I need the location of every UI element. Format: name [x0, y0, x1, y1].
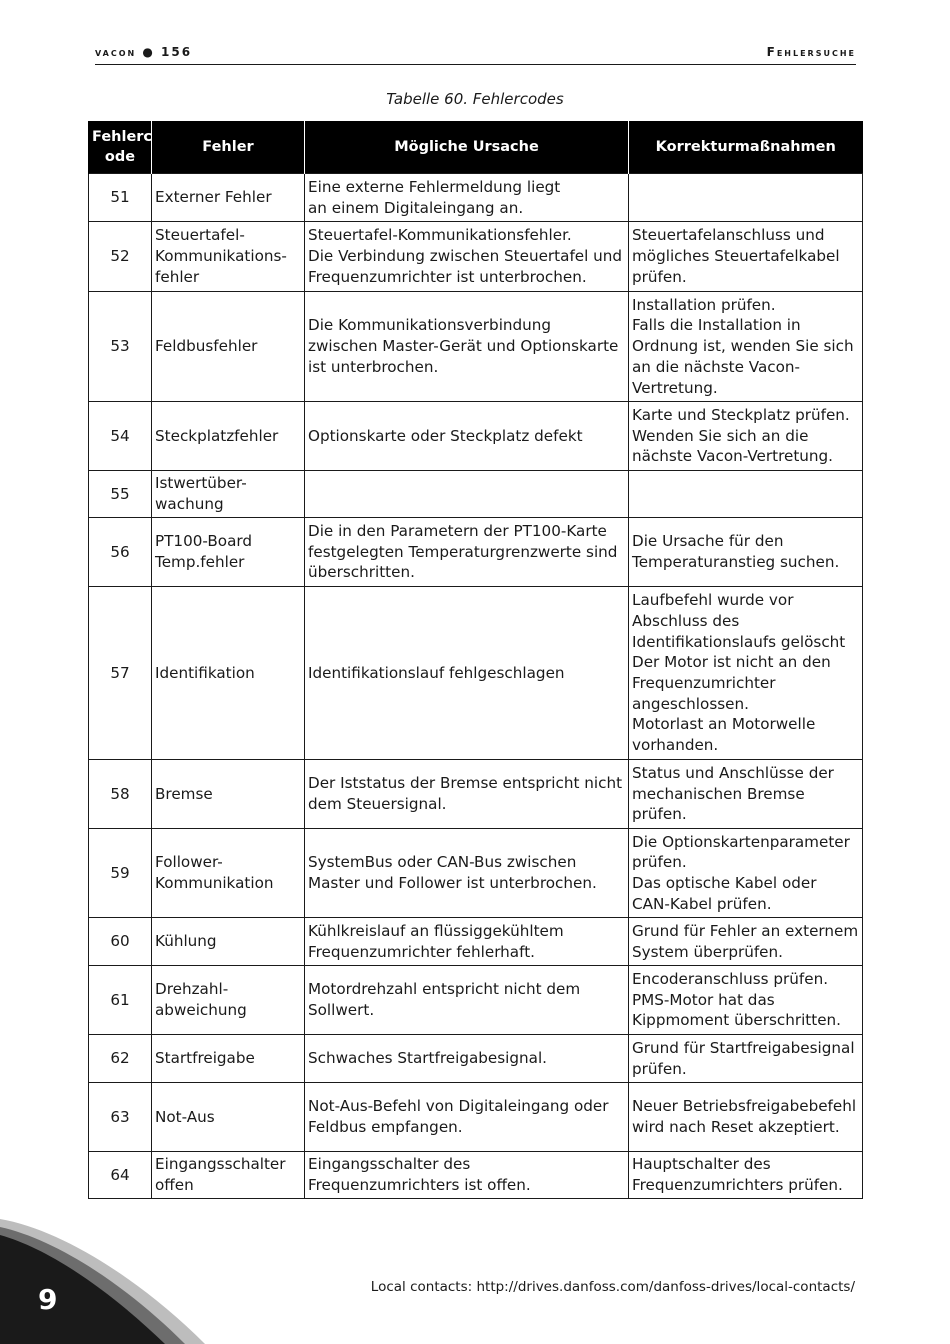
cell-code: 51: [89, 174, 152, 222]
cell-cause: Eine externe Fehlermeldung liegt an einem Digitaleingang an.: [305, 174, 629, 222]
cell-code: 54: [89, 402, 152, 471]
column-header-code: [89, 121, 152, 174]
cell-code: 55: [89, 471, 152, 518]
cell-code: 64: [89, 1152, 152, 1199]
table-row: [89, 829, 863, 918]
cell-fault: PT100-Board Temp.fehler: [152, 518, 305, 587]
cell-code: 60: [89, 918, 152, 966]
cell-fault: Istwertüber- wachung: [152, 471, 305, 518]
cell-code: 62: [89, 1035, 152, 1083]
cell-fault: Startfreigabe: [152, 1035, 305, 1083]
cell-code: 58: [89, 760, 152, 829]
cell-code: 59: [89, 829, 152, 918]
table-row: [89, 760, 863, 829]
corner-swoosh-graphic: [0, 1219, 210, 1344]
cell-fix: Installation prüfen. Falls die Installation in Ordnung ist, wenden Sie sich an die nächste Vacon-Vertretung.: [629, 292, 863, 402]
table-row: [89, 471, 863, 518]
table-row: [89, 587, 863, 760]
cell-fault: Follower- Kommunikation: [152, 829, 305, 918]
cell-cause: Optionskarte oder Steckplatz defekt: [305, 402, 629, 471]
cell-fix: Steuertafelanschluss und mögliches Steuertafelkabel prüfen.: [629, 222, 863, 292]
cell-cause: Eingangsschalter des Frequenzumrichters ist offen.: [305, 1152, 629, 1199]
footer-local-contacts: Local contacts: http://drives.danfoss.com/danfoss-drives/local-contacts/: [370, 1279, 855, 1295]
table-row: [89, 518, 863, 587]
cell-code: 57: [89, 587, 152, 760]
header-brand-page: vacon ● 156: [95, 45, 193, 59]
table-row: [89, 966, 863, 1035]
table-row: [89, 292, 863, 402]
cell-fault: Bremse: [152, 760, 305, 829]
table-header-row: [89, 121, 863, 174]
cell-cause: Kühlkreislauf an flüssiggekühltem Frequenzumrichter fehlerhaft.: [305, 918, 629, 966]
page-number: 9: [38, 1283, 58, 1316]
cell-fault: Steuertafel- Kommunikations- fehler: [152, 222, 305, 292]
cell-code: 63: [89, 1083, 152, 1152]
cell-fault: Steckplatzfehler: [152, 402, 305, 471]
cell-cause: [305, 471, 629, 518]
cell-fix: Neuer Betriebsfreigabebefehl wird nach Reset akzeptiert.: [629, 1083, 863, 1152]
cell-fix: Status und Anschlüsse der mechanischen Bremse prüfen.: [629, 760, 863, 829]
cell-cause: Schwaches Startfreigabesignal.: [305, 1035, 629, 1083]
cell-cause: Motordrehzahl entspricht nicht dem Sollwert.: [305, 966, 629, 1035]
header-section-title: Fehlersuche: [766, 45, 856, 59]
cell-fix: Die Ursache für den Temperaturanstieg suchen.: [629, 518, 863, 587]
cell-cause: Identifikationslauf fehlgeschlagen: [305, 587, 629, 760]
cell-fix: Grund für Startfreigabesignal prüfen.: [629, 1035, 863, 1083]
cell-cause: Die in den Parametern der PT100-Karte festgelegten Temperaturgrenzwerte sind überschritten.: [305, 518, 629, 587]
cell-fix: Encoderanschluss prüfen. PMS-Motor hat das Kippmoment überschritten.: [629, 966, 863, 1035]
cell-fix: Grund für Fehler an externem System überprüfen.: [629, 918, 863, 966]
cell-fault: Eingangsschalter offen: [152, 1152, 305, 1199]
cell-fault: Feldbusfehler: [152, 292, 305, 402]
cell-fault: Drehzahl- abweichung: [152, 966, 305, 1035]
cell-code: 61: [89, 966, 152, 1035]
table-row: [89, 222, 863, 292]
column-header-fix: Korrekturmaßnahmen: [629, 121, 863, 174]
cell-fix: Karte und Steckplatz prüfen. Wenden Sie sich an die nächste Vacon-Vertretung.: [629, 402, 863, 471]
cell-code: 53: [89, 292, 152, 402]
table-row: [89, 1035, 863, 1083]
cell-code: 56: [89, 518, 152, 587]
cell-fix: [629, 174, 863, 222]
table-row: [89, 918, 863, 966]
cell-code: 52: [89, 222, 152, 292]
cell-fix: [629, 471, 863, 518]
cell-cause: Not-Aus-Befehl von Digitaleingang oder Feldbus empfangen.: [305, 1083, 629, 1152]
cell-fix: Die Optionskartenparameter prüfen. Das optische Kabel oder CAN-Kabel prüfen.: [629, 829, 863, 918]
fault-code-table: [88, 121, 863, 1199]
cell-fault: Externer Fehler: [152, 174, 305, 222]
column-header-cause: Mögliche Ursache: [305, 121, 629, 174]
column-header-code-label: Fehlerc ode: [92, 129, 153, 165]
column-header-fault: Fehler: [152, 121, 305, 174]
table-row: [89, 1152, 863, 1199]
cell-cause: Der Iststatus der Bremse entspricht nicht dem Steuersignal.: [305, 760, 629, 829]
cell-cause: Die Kommunikationsverbindung zwischen Master-Gerät und Optionskarte ist unterbrochen.: [305, 292, 629, 402]
cell-fault: Identifikation: [152, 587, 305, 760]
cell-fix: Hauptschalter des Frequenzumrichters prüfen.: [629, 1152, 863, 1199]
table-caption: Tabelle 60. Fehlercodes: [386, 90, 564, 108]
page-header: [95, 44, 856, 65]
table-row: [89, 1083, 863, 1152]
cell-cause: SystemBus oder CAN-Bus zwischen Master und Follower ist unterbrochen.: [305, 829, 629, 918]
cell-fault: Kühlung: [152, 918, 305, 966]
cell-fix: Laufbefehl wurde vor Abschluss des Identifikationslaufs gelöscht Der Motor ist nicht an den Frequenzumrichter angeschlossen. Motorlast an Motorwelle vorhanden.: [629, 587, 863, 760]
cell-fault: Not-Aus: [152, 1083, 305, 1152]
table-row: [89, 174, 863, 222]
table-row: [89, 402, 863, 471]
cell-cause: Steuertafel-Kommunikationsfehler. Die Verbindung zwischen Steuertafel und Frequenzumrichter ist unterbrochen.: [305, 222, 629, 292]
